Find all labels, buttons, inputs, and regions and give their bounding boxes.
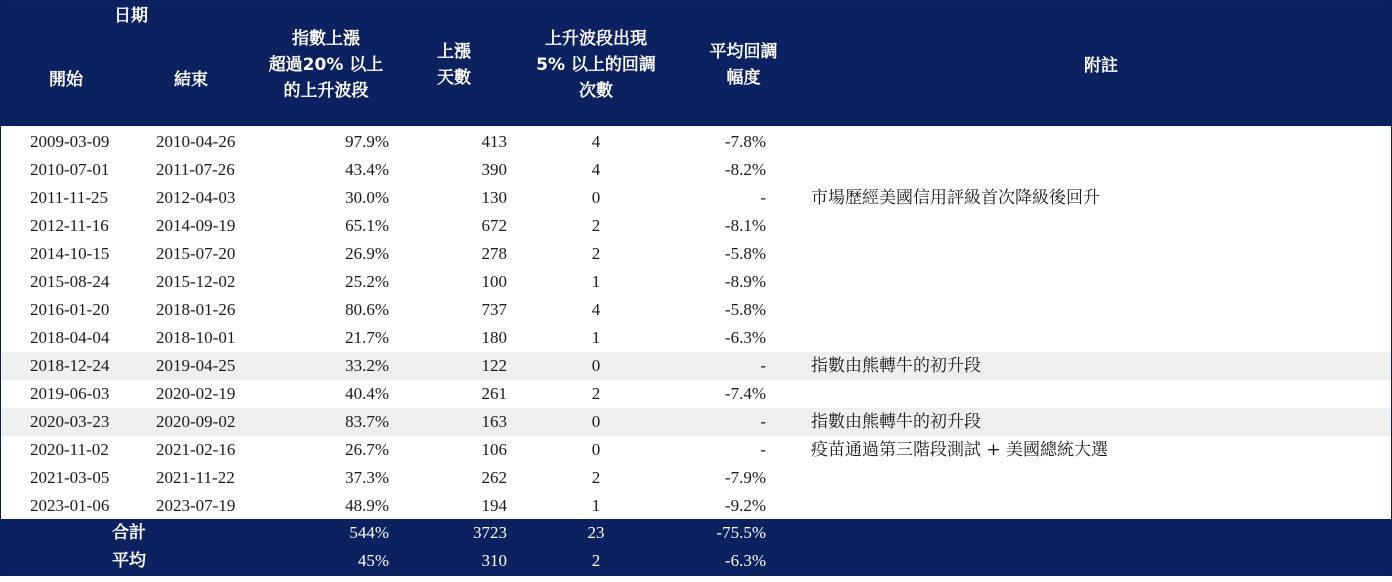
footer-count: 23 bbox=[587, 523, 605, 542]
footer-avg: -6.3% bbox=[724, 551, 766, 570]
cell-pullback-count: 0 bbox=[591, 440, 601, 459]
cell-note: 指數由熊轉牛的初升段 bbox=[811, 412, 981, 432]
footer-label: 平均 bbox=[112, 551, 146, 571]
table-row bbox=[1, 268, 1391, 296]
table-row bbox=[1, 492, 1391, 520]
cell-rise: 26.7% bbox=[345, 440, 389, 459]
cell-days: 262 bbox=[481, 468, 507, 487]
footer-count: 2 bbox=[591, 551, 601, 570]
cell-rise: 37.3% bbox=[345, 468, 389, 487]
footer-row-total bbox=[1, 519, 1391, 547]
table-row bbox=[1, 212, 1391, 240]
cell-avg-pullback: -9.2% bbox=[724, 496, 766, 515]
cell-pullback-count: 2 bbox=[591, 468, 601, 487]
cell-rise: 80.6% bbox=[345, 300, 389, 319]
cell-avg-pullback: -8.2% bbox=[724, 160, 766, 179]
cell-pullback-count: 0 bbox=[591, 188, 601, 207]
table-row bbox=[1, 128, 1391, 156]
table-row bbox=[1, 408, 1391, 436]
cell-rise: 43.4% bbox=[345, 160, 389, 179]
cell-start: 2012-11-16 bbox=[30, 216, 109, 235]
cell-start: 2021-03-05 bbox=[30, 468, 110, 487]
cell-pullback-count: 0 bbox=[591, 412, 601, 431]
cell-days: 122 bbox=[481, 356, 507, 375]
cell-end: 2011-07-26 bbox=[156, 160, 235, 179]
footer-avg: -75.5% bbox=[716, 523, 766, 542]
header-end: 結束 bbox=[174, 70, 208, 90]
cell-end: 2015-12-02 bbox=[156, 272, 236, 291]
table-row bbox=[1, 436, 1391, 464]
table-row bbox=[1, 324, 1391, 352]
table-row bbox=[1, 352, 1391, 380]
cell-days: 194 bbox=[481, 496, 507, 515]
cell-avg-pullback: -7.9% bbox=[724, 468, 766, 487]
footer-rise: 544% bbox=[349, 523, 389, 542]
cell-start: 2020-03-23 bbox=[30, 412, 110, 431]
footer-days: 310 bbox=[481, 551, 507, 570]
cell-end: 2020-09-02 bbox=[156, 412, 236, 431]
cell-days: 130 bbox=[481, 188, 507, 207]
cell-start: 2010-07-01 bbox=[30, 160, 110, 179]
cell-pullback-count: 1 bbox=[591, 272, 601, 291]
header-notes: 附註 bbox=[1084, 56, 1118, 76]
cell-days: 180 bbox=[481, 328, 507, 347]
cell-pullback-count: 0 bbox=[591, 356, 601, 375]
table-row bbox=[1, 380, 1391, 408]
cell-days: 737 bbox=[481, 300, 507, 319]
cell-days: 163 bbox=[481, 412, 507, 431]
cell-note: 指數由熊轉牛的初升段 bbox=[811, 356, 981, 376]
header-rise-days: 上漲 天數 bbox=[437, 42, 471, 88]
cell-avg-pullback: - bbox=[760, 440, 766, 459]
header-start: 開始 bbox=[49, 70, 83, 90]
cell-pullback-count: 2 bbox=[591, 216, 601, 235]
header-avg-pullback: 平均回調 幅度 bbox=[709, 42, 778, 88]
cell-rise: 33.2% bbox=[345, 356, 389, 375]
header-rise-over-20: 指數上漲 超過20% 以上 的上升波段 bbox=[268, 29, 384, 101]
cell-pullback-count: 4 bbox=[591, 160, 601, 179]
cell-rise: 83.7% bbox=[345, 412, 389, 431]
header-date-group: 日期 bbox=[114, 6, 148, 26]
cell-rise: 26.9% bbox=[345, 244, 389, 263]
cell-rise: 40.4% bbox=[345, 384, 389, 403]
cell-end: 2014-09-19 bbox=[156, 216, 236, 235]
cell-start: 2020-11-02 bbox=[30, 440, 109, 459]
cell-days: 278 bbox=[481, 244, 507, 263]
cell-pullback-count: 4 bbox=[591, 132, 601, 151]
cell-end: 2019-04-25 bbox=[156, 356, 236, 375]
cell-avg-pullback: - bbox=[760, 356, 766, 375]
cell-pullback-count: 2 bbox=[591, 244, 601, 263]
table-footer bbox=[1, 519, 1391, 575]
table-row bbox=[1, 464, 1391, 492]
cell-pullback-count: 1 bbox=[591, 328, 601, 347]
cell-end: 2010-04-26 bbox=[156, 132, 236, 151]
cell-end: 2021-11-22 bbox=[156, 468, 235, 487]
cell-end: 2020-02-19 bbox=[156, 384, 236, 403]
cell-start: 2015-08-24 bbox=[30, 272, 110, 291]
cell-rise: 48.9% bbox=[345, 496, 389, 515]
table-row bbox=[1, 240, 1391, 268]
cell-pullback-count: 4 bbox=[591, 300, 601, 319]
cell-avg-pullback: -5.8% bbox=[724, 244, 766, 263]
cell-days: 672 bbox=[481, 216, 507, 235]
cell-note: 疫苗通過第三階段測試 + 美國總統大選 bbox=[811, 440, 1109, 460]
cell-rise: 65.1% bbox=[345, 216, 389, 235]
cell-days: 100 bbox=[481, 272, 507, 291]
cell-start: 2018-04-04 bbox=[30, 328, 110, 347]
cell-note: 市場歷經美國信用評級首次降級後回升 bbox=[811, 188, 1100, 208]
cell-rise: 30.0% bbox=[345, 188, 389, 207]
cell-pullback-count: 1 bbox=[591, 496, 601, 515]
table-row bbox=[1, 184, 1391, 212]
cell-pullback-count: 2 bbox=[591, 384, 601, 403]
footer-days: 3723 bbox=[473, 523, 507, 542]
cell-avg-pullback: -8.1% bbox=[724, 216, 766, 235]
table-header bbox=[1, 1, 1391, 126]
cell-start: 2019-06-03 bbox=[30, 384, 110, 403]
cell-avg-pullback: -7.4% bbox=[724, 384, 766, 403]
table-row bbox=[1, 296, 1391, 324]
cell-avg-pullback: - bbox=[760, 412, 766, 431]
cell-avg-pullback: -5.8% bbox=[724, 300, 766, 319]
cell-end: 2023-07-19 bbox=[156, 496, 236, 515]
cell-rise: 21.7% bbox=[345, 328, 389, 347]
cell-start: 2009-03-09 bbox=[30, 132, 110, 151]
cell-rise: 25.2% bbox=[345, 272, 389, 291]
header-pullbacks-over-5: 上升波段出現 5% 以上的回調 次數 bbox=[536, 29, 656, 101]
cell-days: 261 bbox=[481, 384, 507, 403]
cell-days: 413 bbox=[481, 132, 507, 151]
cell-days: 390 bbox=[481, 160, 507, 179]
cell-avg-pullback: -7.8% bbox=[724, 132, 766, 151]
cell-end: 2018-10-01 bbox=[156, 328, 236, 347]
cell-end: 2012-04-03 bbox=[156, 188, 236, 207]
cell-start: 2018-12-24 bbox=[30, 356, 110, 375]
cell-start: 2011-11-25 bbox=[30, 188, 109, 207]
cell-start: 2023-01-06 bbox=[30, 496, 110, 515]
cell-end: 2018-01-26 bbox=[156, 300, 236, 319]
cell-start: 2016-01-20 bbox=[30, 300, 110, 319]
cell-end: 2021-02-16 bbox=[156, 440, 236, 459]
cell-days: 106 bbox=[481, 440, 507, 459]
footer-rise: 45% bbox=[357, 551, 389, 570]
footer-row-average bbox=[1, 547, 1391, 575]
cell-avg-pullback: -6.3% bbox=[724, 328, 766, 347]
table-row bbox=[1, 156, 1391, 184]
cell-rise: 97.9% bbox=[345, 132, 389, 151]
cell-avg-pullback: -8.9% bbox=[724, 272, 766, 291]
footer-label: 合計 bbox=[112, 523, 146, 543]
cell-start: 2014-10-15 bbox=[30, 244, 110, 263]
cell-end: 2015-07-20 bbox=[156, 244, 236, 263]
cell-avg-pullback: - bbox=[760, 188, 766, 207]
